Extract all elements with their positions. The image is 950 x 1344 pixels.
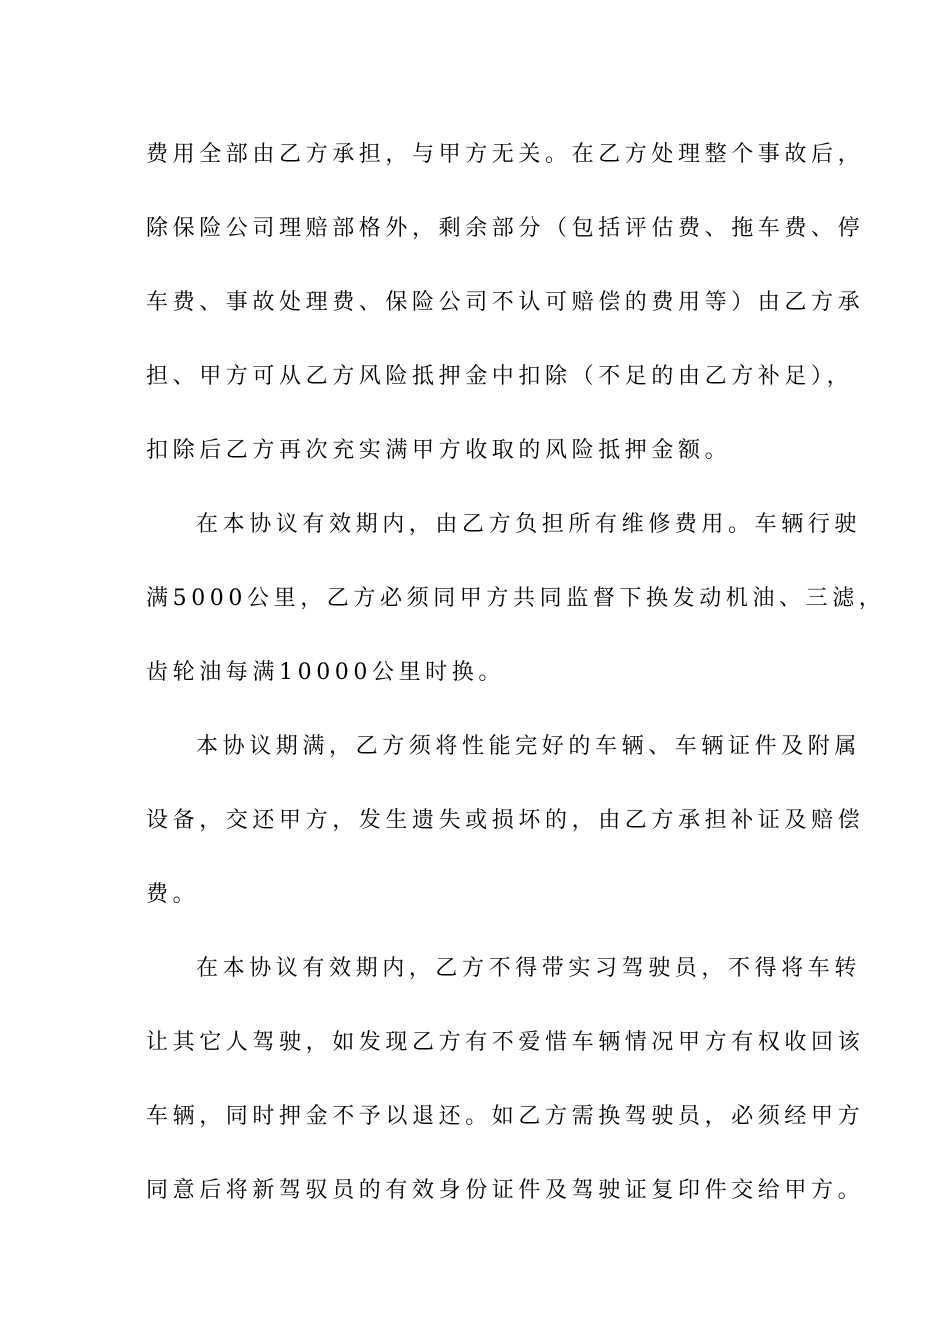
paragraph-2-line-2: 满5000公里，乙方必须同甲方共同监督下换发动机油、三滤， (146, 586, 886, 611)
paragraph-3-line-3: 费。 (146, 882, 200, 907)
paragraph-1-line-5: 扣除后乙方再次充实满甲方收取的风险抵押金额。 (146, 438, 732, 463)
paragraph-2-line-1: 在本协议有效期内，由乙方负担所有维修费用。车辆行驶 (196, 512, 862, 537)
paragraph-3-line-1: 本协议期满，乙方须将性能完好的车辆、车辆证件及附属 (196, 734, 862, 759)
paragraph-1-line-4: 担、甲方可从乙方风险抵押金中扣除（不足的由乙方补足）， (146, 364, 854, 389)
paragraph-4-line-3: 车辆，同时押金不予以退还。如乙方需换驾驶员，必须经甲方 (146, 1104, 865, 1129)
paragraph-4-line-4: 同意后将新驾驭员的有效身份证件及驾驶证复印件交给甲方。 (146, 1178, 865, 1203)
paragraph-1-line-3: 车费、事故处理费、保险公司不认可赔偿的费用等）由乙方承 (146, 290, 865, 315)
paragraph-4-line-1: 在本协议有效期内，乙方不得带实习驾驶员，不得将车转 (196, 956, 862, 981)
paragraph-2-line-3: 齿轮油每满10000公里时换。 (146, 660, 505, 685)
paragraph-1-line-1: 费用全部由乙方承担，与甲方无关。在乙方处理整个事故后， (146, 142, 865, 167)
paragraph-3-line-2: 设备，交还甲方，发生遗失或损坏的，由乙方承担补证及赔偿 (146, 808, 865, 833)
paragraph-4-line-2: 让其它人驾驶，如发现乙方有不爱惜车辆情况甲方有权收回该 (146, 1030, 865, 1055)
paragraph-1-line-2: 除保险公司理赔部格外，剩余部分（包括评估费、拖车费、停 (146, 216, 865, 241)
